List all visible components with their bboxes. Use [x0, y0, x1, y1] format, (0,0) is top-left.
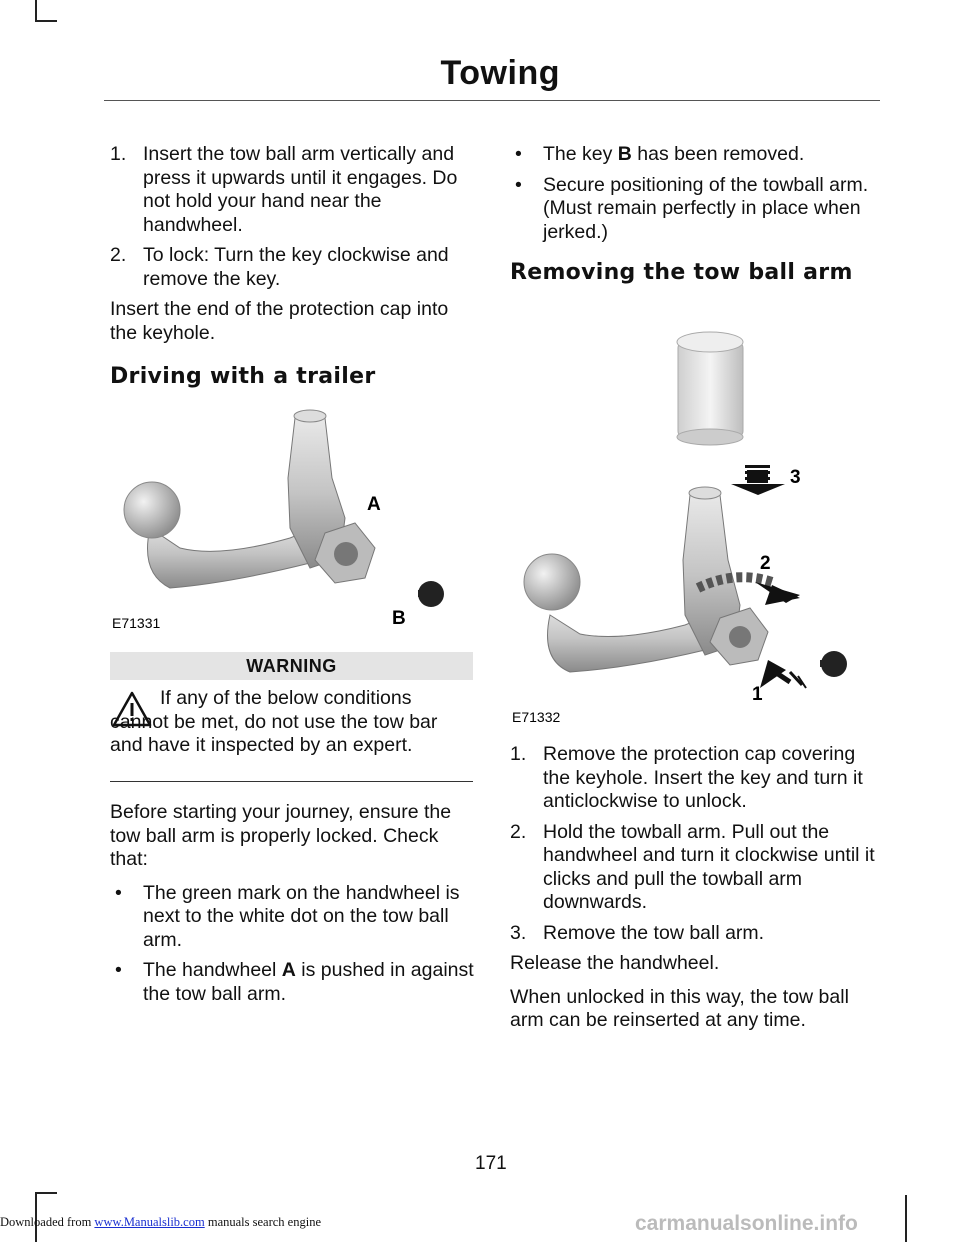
- crop-mark: [35, 20, 57, 22]
- paragraph: Insert the end of the protection cap into the keyhole.: [110, 298, 449, 344]
- list-item: 1. Insert the tow ball arm vertically and press it upwards until it engages. Do not hold your hand near the handwheel.: [110, 143, 458, 236]
- right-column: [510, 143, 875, 285]
- crop-mark: [35, 1192, 57, 1194]
- callout-1: 1: [752, 684, 763, 705]
- callout-b: B: [392, 608, 406, 629]
- warning-label: WARNING: [110, 652, 473, 680]
- crop-mark: [905, 1195, 907, 1242]
- section-heading: Removing the tow ball arm: [510, 260, 853, 285]
- list-item: • The handwheel A is pushed in against the tow ball arm.: [115, 959, 474, 1005]
- left-column-lower: [110, 801, 475, 1013]
- list-item: 2. To lock: Turn the key clockwise and remove the key.: [110, 244, 449, 290]
- lock-steps-list: [110, 143, 475, 291]
- list-item: • The green mark on the handwheel is next to the white dot on the tow ball arm.: [115, 881, 460, 951]
- warning-text: If any of the below conditions cannot be met, do not use the tow bar and have it inspected by an expert.: [110, 687, 438, 756]
- tow-ball-arm-illustration: [110, 398, 475, 638]
- callout-2: 2: [760, 553, 771, 574]
- manualslib-link[interactable]: www.Manualslib.com: [94, 1215, 205, 1229]
- paragraph: When unlocked in this way, the tow ball arm can be reinserted at any time.: [510, 985, 849, 1031]
- figure-code: E71331: [112, 615, 161, 631]
- download-footer: Downloaded from www.Manualslib.com manuals search engine: [0, 1215, 321, 1229]
- removal-steps-list: [510, 743, 875, 945]
- paragraph: Before starting your journey, ensure the tow ball arm is properly locked. Check that:: [110, 801, 452, 870]
- list-item: 2. Hold the towball arm. Pull out the handwheel and turn it clockwise until it clicks and pull the towball arm downwards.: [510, 820, 875, 913]
- header-rule: [104, 100, 880, 101]
- list-item: 3. Remove the tow ball arm.: [510, 921, 765, 944]
- watermark: carmanualsonline.info: [635, 1212, 858, 1235]
- callout-a: A: [367, 494, 381, 515]
- list-item: • Secure positioning of the towball arm. (Must remain perfectly in place when jerked.): [515, 173, 869, 243]
- right-column-lower: [510, 743, 875, 1043]
- left-column: [110, 143, 475, 389]
- figure-code: E71332: [512, 709, 561, 725]
- page-number: 171: [475, 1153, 507, 1174]
- warning-rule: [110, 781, 473, 782]
- tow-ball-removal-illustration: [510, 320, 875, 730]
- callout-3: 3: [790, 467, 801, 488]
- check-list: [110, 882, 475, 1007]
- page-title: Towing: [440, 54, 560, 92]
- section-heading: Driving with a trailer: [110, 364, 376, 389]
- list-item: • The key B has been removed.: [515, 143, 805, 165]
- crop-mark: [35, 0, 37, 22]
- list-item: 1. Remove the protection cap covering the keyhole. Insert the key and turn it anticlockwise to unlock.: [510, 743, 863, 812]
- paragraph: Release the handwheel.: [510, 952, 720, 974]
- check-list-continued: [510, 143, 875, 244]
